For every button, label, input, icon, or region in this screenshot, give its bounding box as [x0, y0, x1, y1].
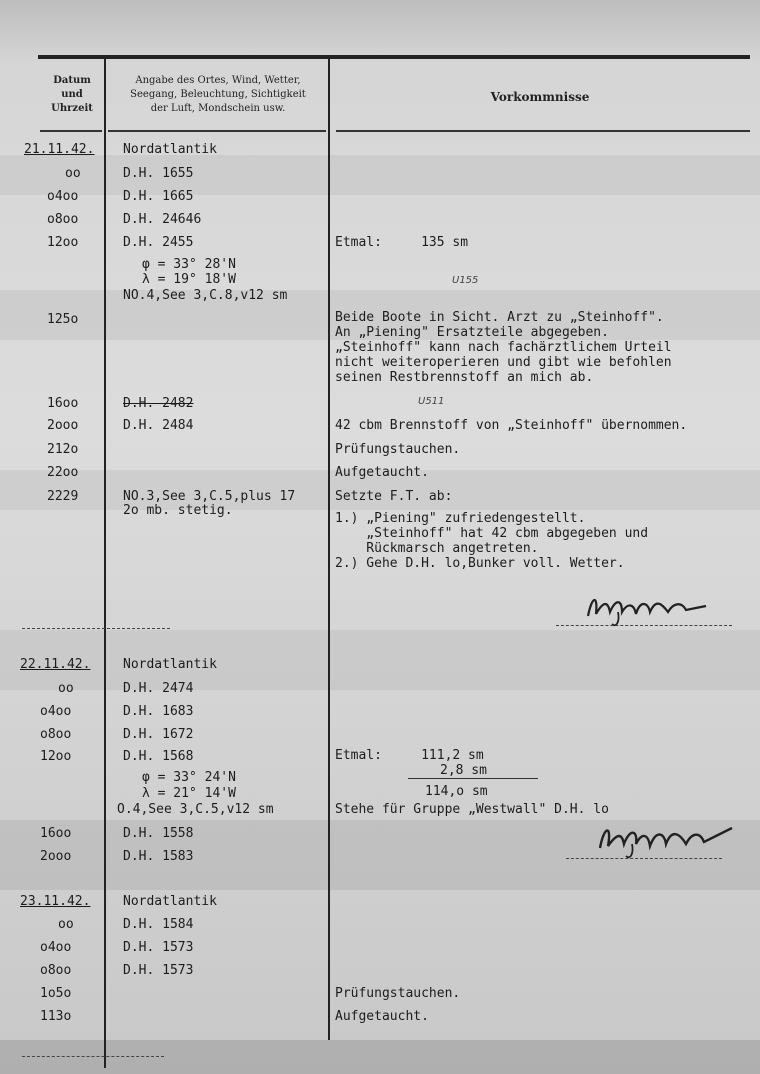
- position-row: D.H. 1573: [123, 940, 194, 955]
- header-rule-1: [40, 130, 102, 132]
- event-line: Rückmarsch angetreten.: [335, 541, 539, 556]
- time-2229: 2229: [47, 489, 79, 504]
- time-1250: 125o: [47, 312, 79, 327]
- date-22-11-42: 22.11.42.: [20, 657, 91, 672]
- position-row: D.H. 1665: [123, 189, 194, 204]
- time-row: o8oo: [47, 212, 79, 227]
- time-2200: 22oo: [47, 465, 79, 480]
- time-row: o4oo: [47, 189, 79, 204]
- event-test-dive-day3: Prüfungstauchen.: [335, 986, 461, 1001]
- event-line: seinen Restbrennstoff an mich ab.: [335, 370, 594, 385]
- event-westwall: Stehe für Gruppe „Westwall" D.H. lo: [335, 802, 609, 817]
- column-divider-1: [104, 58, 106, 1068]
- header-location: Angabe des Ortes, Wind, Wetter, Seegang, Beleuchtung, Sichtigkeit der Luft, Mondschein usw.: [130, 75, 306, 114]
- header-events: Vorkommnisse: [490, 90, 590, 104]
- pencil-mark-u155: U155: [452, 275, 479, 286]
- time-row: o8oo: [40, 963, 72, 978]
- position-row: D.H. 1584: [123, 917, 194, 932]
- position-row: D.H. 24646: [123, 212, 202, 227]
- position-row: D.H. 1568: [123, 749, 194, 764]
- position-row: D.H. 1655: [123, 166, 194, 181]
- event-line: „Steinhoff" kann nach fachärztlichem Urteil: [335, 340, 672, 355]
- weather-day2: O.4,See 3,C.5,v12 sm: [117, 802, 274, 817]
- time-row: oo: [58, 917, 74, 932]
- table-top-rule: [38, 55, 750, 59]
- date-23-11-42: 23.11.42.: [20, 894, 91, 909]
- region-day2: Nordatlantik: [123, 657, 217, 672]
- latitude-day2: φ = 33° 24'N: [142, 770, 236, 785]
- position-2000: D.H. 2484: [123, 418, 194, 433]
- position-row: D.H. 1573: [123, 963, 194, 978]
- etmal-sum-rule: [408, 778, 538, 779]
- header-rule-2: [108, 130, 326, 132]
- weather-day1: NO.4,See 3,C.8,v12 sm: [123, 288, 288, 303]
- event-line: Beide Boote in Sicht. Arzt zu „Steinhoff".: [335, 310, 664, 325]
- signature-2: [590, 818, 740, 860]
- position-row: D.H. 1672: [123, 727, 194, 742]
- day-separator-2: [22, 1056, 164, 1057]
- time-row: 12oo: [40, 749, 72, 764]
- position-1600-day2: D.H. 1558: [123, 826, 194, 841]
- event-line: Setzte F.T. ab:: [335, 489, 453, 504]
- time-2000-day2: 2ooo: [40, 849, 72, 864]
- time-1600-day2: 16oo: [40, 826, 72, 841]
- position-row: D.H. 2474: [123, 681, 194, 696]
- position-1600: D.H. 2482: [123, 396, 194, 411]
- header-date-time: Datum und Uhrzeit: [51, 75, 93, 114]
- signature-1: [578, 588, 718, 628]
- event-line: „Steinhoff" hat 42 cbm abgegeben und: [335, 526, 649, 541]
- time-row: o8oo: [40, 727, 72, 742]
- etmal-day2: Etmal: 111,2 sm: [335, 748, 484, 763]
- signature-rule-1: [556, 625, 732, 626]
- longitude-day1: λ = 19° 18'W: [142, 272, 236, 287]
- date-21-11-42: 21.11.42.: [24, 142, 95, 157]
- event-line: 2.) Gehe D.H. lo,Bunker voll. Wetter.: [335, 556, 625, 571]
- position-row: D.H. 1683: [123, 704, 194, 719]
- weather-2229-line1: NO.3,See 3,C.5,plus 17: [123, 489, 296, 504]
- region-day1: Nordatlantik: [123, 142, 217, 157]
- etmal-day2-total: 114,o sm: [425, 784, 488, 799]
- event-line: 1.) „Piening" zufriedengestellt.: [335, 511, 586, 526]
- signature-rule-2: [566, 858, 722, 859]
- event-line: An „Piening" Ersatzteile abgegeben.: [335, 325, 609, 340]
- day-separator-1: [22, 628, 170, 629]
- event-test-dive: Prüfungstauchen.: [335, 442, 461, 457]
- column-divider-2: [328, 58, 330, 1040]
- event-fuel-transfer: 42 cbm Brennstoff von „Steinhoff" übernommen.: [335, 418, 688, 433]
- time-row: oo: [65, 166, 81, 181]
- time-2120: 212o: [47, 442, 79, 457]
- etmal-day2-correction: 2,8 sm: [440, 763, 487, 778]
- time-1130: 113o: [40, 1009, 72, 1024]
- header-rule-3: [336, 130, 750, 132]
- event-surfaced: Aufgetaucht.: [335, 465, 429, 480]
- latitude-day1: φ = 33° 28'N: [142, 257, 236, 272]
- time-row: o4oo: [40, 940, 72, 955]
- etmal-day1: Etmal: 135 sm: [335, 235, 469, 250]
- position-2000-day2: D.H. 1583: [123, 849, 194, 864]
- position-row: D.H. 2455: [123, 235, 194, 250]
- time-row: o4oo: [40, 704, 72, 719]
- time-2000: 2ooo: [47, 418, 79, 433]
- time-1600: 16oo: [47, 396, 79, 411]
- longitude-day2: λ = 21° 14'W: [142, 786, 236, 801]
- weather-2229-line2: 2o mb. stetig.: [123, 503, 233, 518]
- time-row: 12oo: [47, 235, 79, 250]
- event-line: nicht weiteroperieren und gibt wie befohlen: [335, 355, 672, 370]
- event-surfaced-day3: Aufgetaucht.: [335, 1009, 429, 1024]
- time-1050: 1o5o: [40, 986, 72, 1001]
- time-row: oo: [58, 681, 74, 696]
- pencil-mark-u511: U511: [418, 396, 445, 407]
- region-day3: Nordatlantik: [123, 894, 217, 909]
